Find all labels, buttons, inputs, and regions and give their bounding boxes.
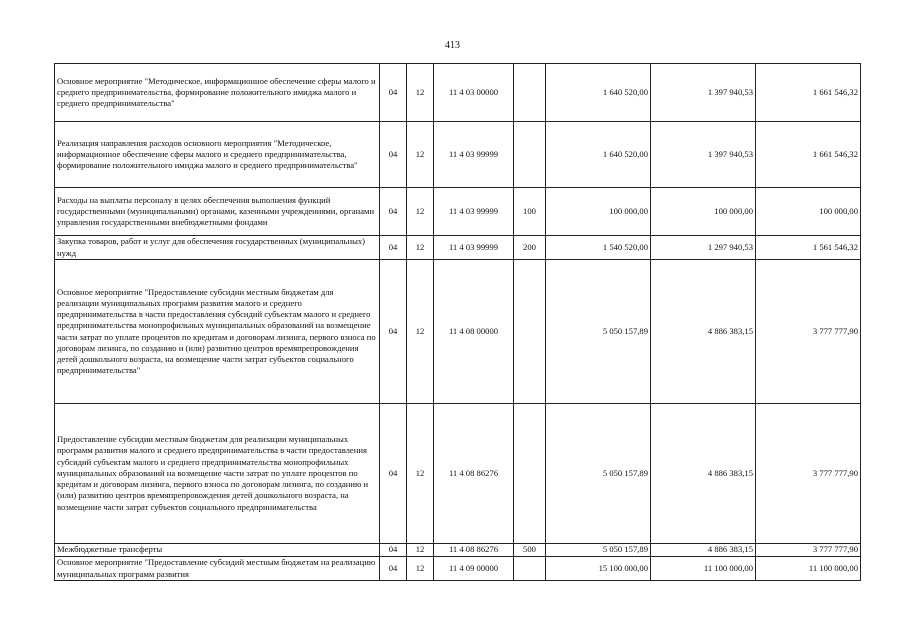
- amount-year1-cell: 100 000,00: [546, 188, 651, 236]
- row-name-cell: Основное мероприятие "Предоставление субсидий местным бюджетам на реализацию муниципальных программ развития: [55, 557, 380, 581]
- expense-type-cell: 100: [514, 188, 546, 236]
- section-cell: 04: [380, 122, 407, 188]
- amount-year1-cell: 15 100 000,00: [546, 557, 651, 581]
- section-cell: 04: [380, 260, 407, 404]
- subsection-cell: 12: [407, 544, 434, 557]
- subsection-cell: 12: [407, 64, 434, 122]
- amount-year3-cell: 1 661 546,32: [756, 122, 861, 188]
- target-article-cell: 11 4 03 99999: [434, 236, 514, 260]
- table-row: [55, 404, 861, 544]
- expense-type-cell: [514, 404, 546, 544]
- amount-year1-cell: 5 050 157,89: [546, 260, 651, 404]
- target-article-cell: 11 4 08 86276: [434, 404, 514, 544]
- subsection-cell: 12: [407, 404, 434, 544]
- table-body: [55, 64, 861, 581]
- amount-year2-cell: 4 886 383,15: [651, 260, 756, 404]
- section-cell: 04: [380, 236, 407, 260]
- expense-type-cell: [514, 557, 546, 581]
- amount-year1-cell: 5 050 157,89: [546, 544, 651, 557]
- subsection-cell: 12: [407, 260, 434, 404]
- amount-year2-cell: 1 397 940,53: [651, 122, 756, 188]
- amount-year3-cell: 100 000,00: [756, 188, 861, 236]
- row-name-cell: Основное мероприятие "Предоставление субсидии местным бюджетам для реализации муниципальных программ развития малого и среднего предпринимательства в части предоставления субсидий субъектам малого и среднего предпринимательства монопрофильных муниципальных образований на возмещение части затрат по уплате процентов по кредитам и договорам лизинга, первого взноса по договорам лизинга, по созданию и (или) развитию центров времяпрепровождения детей дошкольного возраста, на возмещение части затрат субъектов социального предпринимательства": [55, 260, 380, 404]
- section-cell: 04: [380, 557, 407, 581]
- expense-type-cell: [514, 260, 546, 404]
- target-article-cell: 11 4 03 99999: [434, 122, 514, 188]
- amount-year2-cell: 4 886 383,15: [651, 544, 756, 557]
- target-article-cell: 11 4 08 00000: [434, 260, 514, 404]
- amount-year2-cell: 1 397 940,53: [651, 64, 756, 122]
- expense-type-cell: [514, 64, 546, 122]
- row-name-cell: Закупка товаров, работ и услуг для обеспечения государственных (муниципальных) нужд: [55, 236, 380, 260]
- table-row: [55, 236, 861, 260]
- table-row: [55, 122, 861, 188]
- page-number: 413: [445, 40, 460, 51]
- row-name-cell: Расходы на выплаты персоналу в целях обеспечения выполнения функций государственными (муниципальными) органами, казенными учреждениями, органами управления государственными внебюджетными фондами: [55, 188, 380, 236]
- target-article-cell: 11 4 03 00000: [434, 64, 514, 122]
- subsection-cell: 12: [407, 236, 434, 260]
- target-article-cell: 11 4 09 00000: [434, 557, 514, 581]
- expense-type-cell: [514, 122, 546, 188]
- amount-year2-cell: 100 000,00: [651, 188, 756, 236]
- section-cell: 04: [380, 544, 407, 557]
- budget-table: [54, 63, 861, 581]
- amount-year3-cell: 3 777 777,90: [756, 544, 861, 557]
- table-row: [55, 544, 861, 557]
- amount-year1-cell: 1 640 520,00: [546, 122, 651, 188]
- amount-year1-cell: 1 640 520,00: [546, 64, 651, 122]
- amount-year2-cell: 1 297 940,53: [651, 236, 756, 260]
- amount-year1-cell: 1 540 520,00: [546, 236, 651, 260]
- table-row: [55, 64, 861, 122]
- row-name-cell: Реализация направления расходов основного мероприятия "Методическое, информационное обеспечение сферы малого и среднего предпринимательства, формирование положительного имиджа малого и среднего предпринимательства": [55, 122, 380, 188]
- amount-year3-cell: 11 100 000,00: [756, 557, 861, 581]
- amount-year2-cell: 11 100 000,00: [651, 557, 756, 581]
- subsection-cell: 12: [407, 188, 434, 236]
- subsection-cell: 12: [407, 122, 434, 188]
- amount-year3-cell: 1 661 546,32: [756, 64, 861, 122]
- subsection-cell: 12: [407, 557, 434, 581]
- amount-year3-cell: 3 777 777,90: [756, 404, 861, 544]
- section-cell: 04: [380, 188, 407, 236]
- table-row: [55, 188, 861, 236]
- row-name-cell: Межбюджетные трансферты: [55, 544, 380, 557]
- row-name-cell: Основное мероприятие "Методическое, информационное обеспечение сферы малого и среднего предпринимательства, формирование положительного имиджа малого и среднего предпринимательства": [55, 64, 380, 122]
- amount-year3-cell: 3 777 777,90: [756, 260, 861, 404]
- row-name-cell: Предоставление субсидии местным бюджетам для реализации муниципальных программ развития малого и среднего предпринимательства в части предоставления субсидий субъектам малого и среднего предпринимательства монопрофильных муниципальных образований на возмещение части затрат по уплате процентов по кредитам и договорам лизинга, первого взноса по договорам лизинга, по созданию и (или) развитию центров времяпрепровождения детей дошкольного возраста, на возмещение части затрат субъектов социального предпринимательства: [55, 404, 380, 544]
- amount-year2-cell: 4 886 383,15: [651, 404, 756, 544]
- section-cell: 04: [380, 404, 407, 544]
- table-row: [55, 557, 861, 581]
- section-cell: 04: [380, 64, 407, 122]
- expense-type-cell: 500: [514, 544, 546, 557]
- expense-type-cell: 200: [514, 236, 546, 260]
- amount-year3-cell: 1 561 546,32: [756, 236, 861, 260]
- amount-year1-cell: 5 050 157,89: [546, 404, 651, 544]
- target-article-cell: 11 4 03 99999: [434, 188, 514, 236]
- target-article-cell: 11 4 08 86276: [434, 544, 514, 557]
- table-row: [55, 260, 861, 404]
